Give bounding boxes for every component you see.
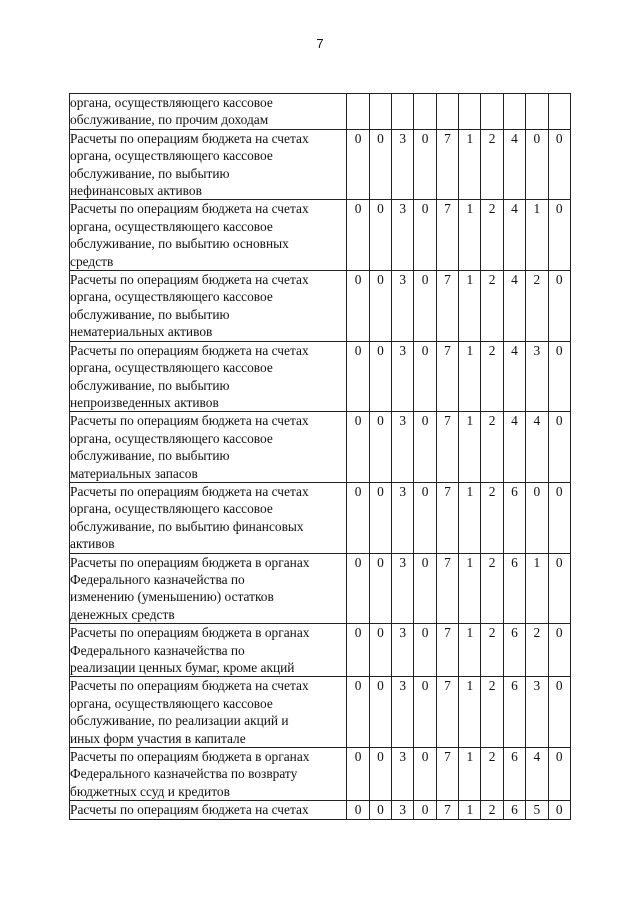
- description-line: обслуживание, по выбытию финансовых: [70, 518, 304, 534]
- code-digit: [369, 94, 391, 130]
- account-description: [70, 129, 347, 200]
- description-line: Расчеты по операциям бюджета на счетах: [70, 413, 309, 429]
- page-number: 7: [316, 36, 324, 51]
- code-digit: 0: [548, 801, 570, 819]
- code-digit: 0: [347, 553, 369, 624]
- code-digit: 0: [369, 271, 391, 342]
- code-digit: 0: [414, 129, 436, 200]
- code-digit: 0: [414, 482, 436, 553]
- description-line: Расчеты по операциям бюджета на счетах: [70, 201, 309, 217]
- code-digit: 4: [503, 129, 525, 200]
- account-description: [70, 412, 347, 483]
- account-description: [70, 748, 347, 801]
- code-digit: 2: [481, 412, 503, 483]
- code-digit: 0: [347, 748, 369, 801]
- description-line: Расчеты по операциям бюджета на счетах: [70, 272, 309, 288]
- description-line: изменению (уменьшению) остатков: [70, 589, 274, 605]
- description-line: нефинансовых активов: [70, 183, 202, 199]
- code-digit: 1: [459, 482, 481, 553]
- code-digit: 0: [369, 801, 391, 819]
- code-digit: 7: [436, 553, 458, 624]
- code-digit: 3: [392, 553, 414, 624]
- account-description: [70, 553, 347, 624]
- table-row: [70, 200, 571, 271]
- code-digit: 6: [503, 624, 525, 677]
- code-digit: 0: [526, 482, 548, 553]
- description-line: нематериальных активов: [70, 324, 213, 340]
- account-description: [70, 624, 347, 677]
- code-digit: 3: [392, 482, 414, 553]
- code-digit: 0: [347, 412, 369, 483]
- code-digit: 3: [392, 200, 414, 271]
- code-digit: 1: [459, 553, 481, 624]
- code-digit: 6: [503, 482, 525, 553]
- code-digit: 0: [347, 482, 369, 553]
- description-line: обслуживание, по выбытию основных: [70, 236, 289, 252]
- code-digit: 0: [414, 271, 436, 342]
- code-digit: 6: [503, 677, 525, 748]
- table-row: [70, 271, 571, 342]
- code-digit: 1: [459, 341, 481, 412]
- description-line: органа, осуществляющего кассовое: [70, 218, 273, 234]
- description-line: Расчеты по операциям бюджета в органах: [70, 625, 310, 641]
- description-line: непроизведенных активов: [70, 394, 219, 410]
- code-digit: 0: [414, 341, 436, 412]
- description-line: органа, осуществляющего кассовое: [70, 360, 273, 376]
- code-digit: 0: [414, 200, 436, 271]
- code-digit: [414, 94, 436, 130]
- description-line: обслуживание, по реализации акций и: [70, 713, 289, 729]
- code-digit: 3: [392, 341, 414, 412]
- description-line: органа, осуществляющего кассовое: [70, 501, 273, 517]
- description-line: обслуживание, по прочим доходам: [70, 112, 269, 128]
- code-digit: 6: [503, 748, 525, 801]
- code-digit: 0: [369, 341, 391, 412]
- code-digit: 0: [347, 200, 369, 271]
- code-digit: 2: [481, 341, 503, 412]
- code-digit: [392, 94, 414, 130]
- description-line: Расчеты по операциям бюджета в органах: [70, 749, 310, 765]
- code-digit: 0: [548, 677, 570, 748]
- code-digit: 0: [526, 129, 548, 200]
- description-line: реализации ценных бумаг, кроме акций: [70, 660, 295, 675]
- code-digit: 3: [392, 748, 414, 801]
- table-row: [70, 553, 571, 624]
- code-digit: 0: [369, 748, 391, 801]
- code-digit: 0: [369, 200, 391, 271]
- table-row: [70, 94, 571, 130]
- table-row: [70, 412, 571, 483]
- code-digit: [481, 94, 503, 130]
- code-digit: 2: [481, 624, 503, 677]
- description-line: Расчеты по операциям бюджета на счетах: [70, 342, 309, 358]
- table-row: [70, 748, 571, 801]
- account-description: [70, 94, 347, 130]
- code-digit: 4: [503, 412, 525, 483]
- description-line: органа, осуществляющего кассовое: [70, 430, 273, 446]
- code-digit: 4: [503, 341, 525, 412]
- code-digit: 1: [459, 677, 481, 748]
- description-line: Федерального казначейства по: [70, 571, 245, 587]
- table-row: [70, 624, 571, 677]
- code-digit: 1: [459, 624, 481, 677]
- description-line: Федерального казначейства по возврату: [70, 766, 298, 782]
- code-digit: 2: [481, 129, 503, 200]
- description-line: активов: [70, 536, 115, 552]
- code-digit: 0: [414, 553, 436, 624]
- code-digit: 0: [548, 271, 570, 342]
- code-digit: [548, 94, 570, 130]
- table-row: [70, 801, 571, 819]
- code-digit: 2: [526, 624, 548, 677]
- code-digit: [503, 94, 525, 130]
- code-digit: 1: [459, 748, 481, 801]
- code-digit: 0: [347, 801, 369, 819]
- code-digit: 0: [548, 553, 570, 624]
- code-digit: 7: [436, 801, 458, 819]
- code-digit: 0: [414, 624, 436, 677]
- description-line: органа, осуществляющего кассовое: [70, 95, 273, 110]
- code-digit: 7: [436, 200, 458, 271]
- code-digit: 0: [548, 482, 570, 553]
- code-digit: [436, 94, 458, 130]
- code-digit: 0: [548, 624, 570, 677]
- code-digit: 2: [481, 801, 503, 819]
- code-digit: 2: [481, 271, 503, 342]
- code-digit: 2: [481, 200, 503, 271]
- code-digit: [347, 94, 369, 130]
- code-digit: 3: [392, 801, 414, 819]
- code-digit: 0: [414, 801, 436, 819]
- description-line: денежных средств: [70, 606, 175, 622]
- code-digit: 3: [392, 271, 414, 342]
- code-digit: 1: [459, 412, 481, 483]
- code-digit: 0: [369, 624, 391, 677]
- code-digit: 4: [503, 200, 525, 271]
- code-digit: 0: [347, 677, 369, 748]
- code-digit: 2: [481, 553, 503, 624]
- account-description: [70, 200, 347, 271]
- code-digit: 0: [548, 748, 570, 801]
- description-line: Расчеты по операциям бюджета на счетах: [70, 678, 309, 694]
- code-digit: 1: [526, 553, 548, 624]
- code-digit: 3: [526, 677, 548, 748]
- code-digit: 0: [548, 412, 570, 483]
- code-digit: 1: [459, 200, 481, 271]
- description-line: обслуживание, по выбытию: [70, 165, 230, 181]
- code-digit: 6: [503, 553, 525, 624]
- description-line: Расчеты по операциям бюджета на счетах: [70, 130, 309, 146]
- code-digit: 1: [459, 801, 481, 819]
- table-row: [70, 341, 571, 412]
- code-digit: 3: [392, 624, 414, 677]
- code-digit: 5: [526, 801, 548, 819]
- code-digit: 0: [548, 341, 570, 412]
- code-digit: 1: [459, 271, 481, 342]
- description-line: Расчеты по операциям бюджета на счетах: [70, 802, 309, 818]
- description-line: обслуживание, по выбытию: [70, 306, 230, 322]
- account-description: [70, 271, 347, 342]
- description-line: обслуживание, по выбытию: [70, 377, 230, 393]
- description-line: органа, осуществляющего кассовое: [70, 148, 273, 164]
- code-digit: 0: [347, 129, 369, 200]
- code-digit: 4: [526, 412, 548, 483]
- code-digit: 2: [481, 748, 503, 801]
- code-digit: 3: [392, 412, 414, 483]
- description-line: средств: [70, 253, 114, 269]
- code-digit: 7: [436, 624, 458, 677]
- description-line: бюджетных ссуд и кредитов: [70, 783, 230, 799]
- table-row: [70, 677, 571, 748]
- code-digit: [459, 94, 481, 130]
- code-digit: 7: [436, 271, 458, 342]
- description-line: органа, осуществляющего кассовое: [70, 695, 273, 711]
- code-digit: 7: [436, 748, 458, 801]
- description-line: Расчеты по операциям бюджета в органах: [70, 554, 310, 570]
- code-digit: 7: [436, 677, 458, 748]
- code-digit: 6: [503, 801, 525, 819]
- code-digit: 2: [526, 271, 548, 342]
- code-digit: 1: [459, 129, 481, 200]
- description-line: Федерального казначейства по: [70, 642, 245, 658]
- code-digit: 4: [526, 748, 548, 801]
- code-digit: 0: [369, 129, 391, 200]
- account-description: [70, 341, 347, 412]
- code-digit: 3: [392, 677, 414, 748]
- code-digit: 0: [369, 553, 391, 624]
- code-digit: 4: [503, 271, 525, 342]
- code-digit: [526, 94, 548, 130]
- account-description: [70, 801, 347, 819]
- code-digit: 0: [414, 412, 436, 483]
- code-digit: 2: [481, 482, 503, 553]
- code-digit: 7: [436, 341, 458, 412]
- code-digit: 1: [526, 200, 548, 271]
- description-line: Расчеты по операциям бюджета на счетах: [70, 483, 309, 499]
- table-row: [70, 129, 571, 200]
- code-digit: 3: [392, 129, 414, 200]
- code-digit: 0: [347, 271, 369, 342]
- code-digit: 0: [369, 677, 391, 748]
- table-row: [70, 482, 571, 553]
- code-digit: 0: [347, 624, 369, 677]
- description-line: органа, осуществляющего кассовое: [70, 289, 273, 305]
- code-digit: 7: [436, 129, 458, 200]
- code-digit: 3: [526, 341, 548, 412]
- code-digit: 0: [548, 129, 570, 200]
- code-digit: 0: [347, 341, 369, 412]
- code-digit: 0: [548, 200, 570, 271]
- code-digit: 0: [369, 482, 391, 553]
- code-digit: 0: [414, 677, 436, 748]
- account-code-table: [69, 93, 571, 820]
- code-digit: 0: [414, 748, 436, 801]
- account-description: [70, 677, 347, 748]
- code-digit: 7: [436, 482, 458, 553]
- description-line: материальных запасов: [70, 465, 198, 481]
- description-line: обслуживание, по выбытию: [70, 448, 230, 464]
- table-body: [70, 94, 571, 820]
- description-line: иных форм участия в капитале: [70, 730, 246, 746]
- code-digit: 2: [481, 677, 503, 748]
- code-digit: 0: [369, 412, 391, 483]
- code-digit: 7: [436, 412, 458, 483]
- account-description: [70, 482, 347, 553]
